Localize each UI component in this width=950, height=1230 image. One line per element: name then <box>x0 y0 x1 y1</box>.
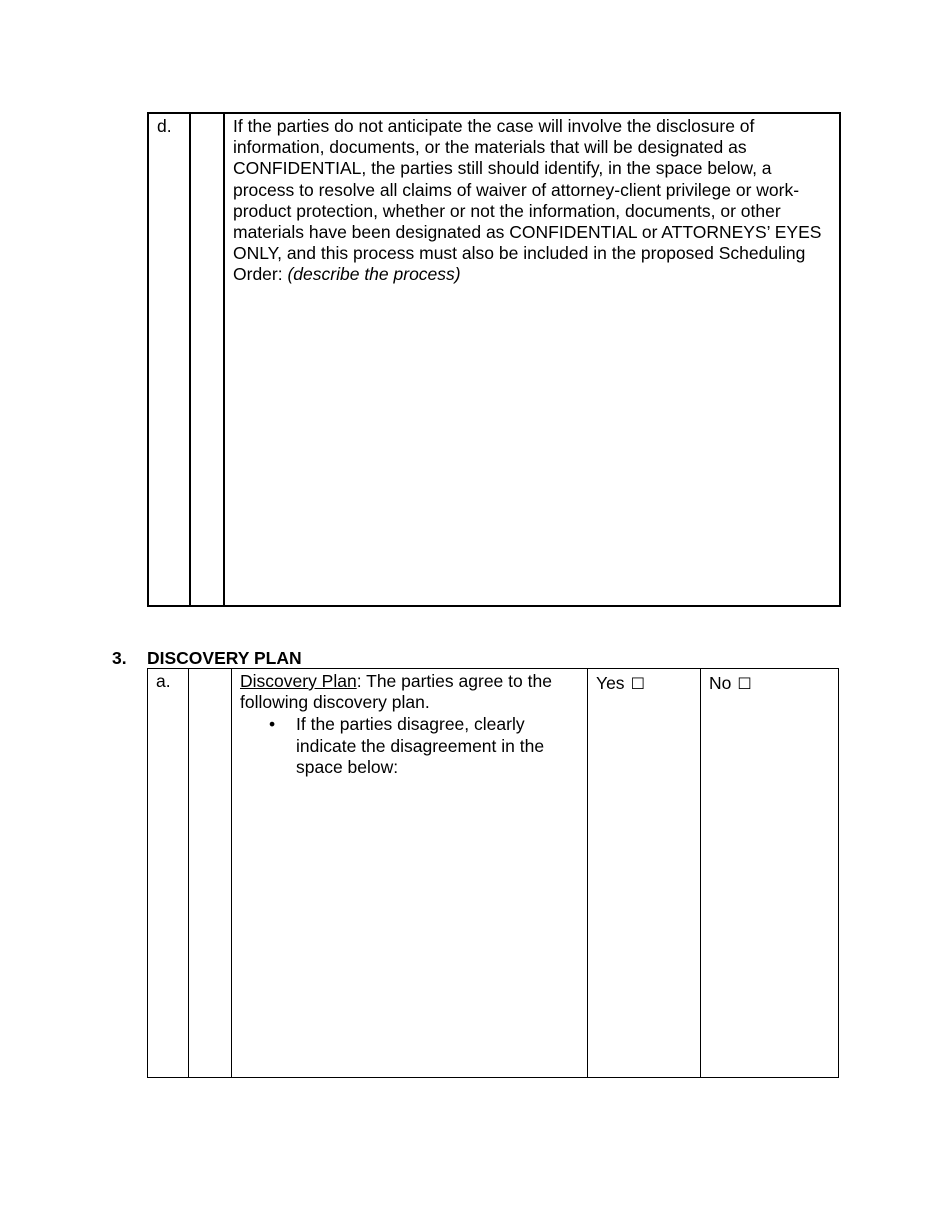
process-instructions: If the parties do not anticipate the case will involve the disclosure of information, documents, or the materials that will be designated as CONFIDENTIAL, the parties still should identify, in the space below, a process to resolve all claims of waiver of attorney-client privilege or work-product protection, whether or not the information, documents, or other materials have been designated as CONFIDENTIAL or ATTORNEYS’ EYES ONLY, and this process must also be included in the proposed Scheduling Order: <box>233 116 822 285</box>
blank-cell <box>190 113 224 606</box>
yes-label: Yes <box>596 673 625 693</box>
table-row <box>148 669 839 1078</box>
no-checkbox[interactable]: ☐ <box>737 674 752 693</box>
no-label: No <box>709 673 732 693</box>
section-heading-discovery-plan <box>112 648 302 668</box>
blank-cell <box>189 669 232 1078</box>
describe-process-prompt: (describe the process) <box>287 264 461 285</box>
table-row <box>148 113 840 606</box>
no-option-cell[interactable] <box>701 669 839 1078</box>
discovery-plan-statement: : The parties agree to the following discovery plan. <box>240 671 552 713</box>
section-number: 3. <box>112 648 127 668</box>
discovery-plan-title: Discovery Plan <box>240 671 357 691</box>
section-title: DISCOVERY PLAN <box>147 648 302 668</box>
list-item <box>269 714 581 778</box>
discovery-plan-table <box>147 668 839 1078</box>
row-letter-cell <box>148 669 189 1078</box>
row-letter-d: d. <box>157 116 172 136</box>
bullet-icon: • <box>269 714 276 735</box>
row-letter-cell <box>148 113 190 606</box>
confidentiality-process-table <box>147 112 841 607</box>
disagreement-instruction: If the parties disagree, clearly indicate the disagreement in the space below: <box>296 714 545 777</box>
yes-option-cell[interactable] <box>588 669 701 1078</box>
process-description-cell[interactable] <box>224 113 840 606</box>
row-letter-a: a. <box>156 671 171 691</box>
yes-checkbox[interactable]: ☐ <box>630 674 645 693</box>
disagreement-list <box>240 714 581 778</box>
discovery-plan-description-cell[interactable] <box>232 669 588 1078</box>
